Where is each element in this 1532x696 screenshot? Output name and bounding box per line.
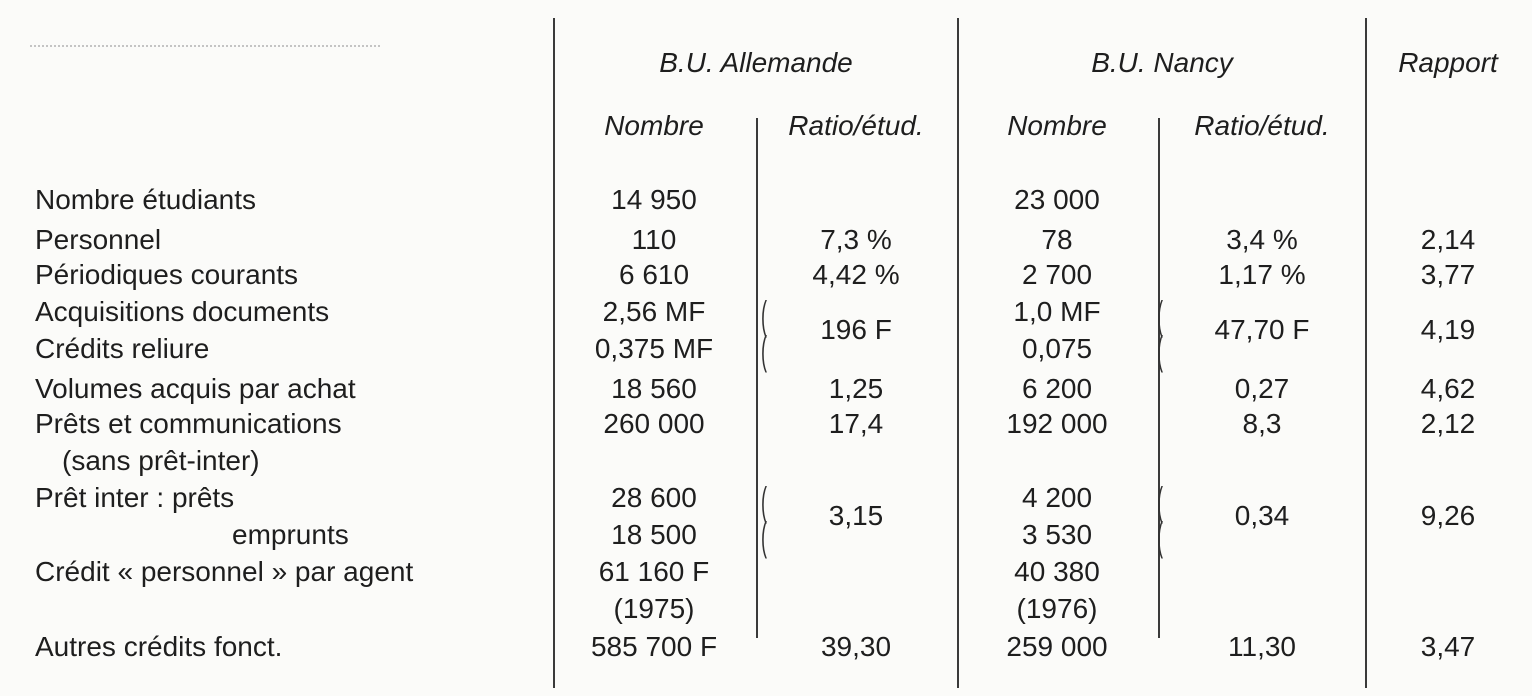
row-label: Prêts et communications bbox=[35, 408, 342, 439]
brace: ( bbox=[761, 294, 767, 338]
cell-rapport: 2,12 bbox=[1420, 408, 1476, 439]
brace: ( bbox=[761, 515, 767, 559]
cell-nombre-allemande: 585 700 F bbox=[590, 631, 718, 662]
cell-rapport: 3,77 bbox=[1420, 259, 1476, 290]
cell-ratio-nancy: 8,3 bbox=[1242, 408, 1282, 439]
cell-ratio-allemande: 4,42 % bbox=[812, 259, 900, 290]
cell-nombre-nancy: 192 000 bbox=[1006, 408, 1108, 439]
cell-nombre-nancy: 4 200 bbox=[1021, 482, 1093, 513]
cell-ratio-allemande: 196 F bbox=[820, 314, 892, 345]
row-label: Crédits reliure bbox=[35, 333, 210, 364]
group-header-nancy: B.U. Nancy bbox=[1091, 47, 1233, 78]
cell-ratio-allemande: 1,25 bbox=[828, 373, 884, 404]
column-divider bbox=[756, 118, 758, 638]
cell-nombre-allemande: 110 bbox=[631, 224, 677, 255]
subheader-nombre-nancy: Nombre bbox=[1007, 110, 1107, 141]
cell-ratio-nancy: 1,17 % bbox=[1218, 259, 1306, 290]
cell-rapport: 4,19 bbox=[1420, 314, 1476, 345]
column-divider bbox=[553, 18, 555, 688]
brace: ( bbox=[1157, 515, 1163, 559]
brace: ( bbox=[1157, 294, 1163, 338]
row-label: Volumes acquis par achat bbox=[35, 373, 356, 404]
column-divider bbox=[957, 18, 959, 688]
group-header-allemande: B.U. Allemande bbox=[659, 47, 853, 78]
cell-nombre-allemande: 61 160 F bbox=[598, 556, 710, 587]
cell-nombre-allemande: 0,375 MF bbox=[594, 333, 714, 364]
cell-nombre-nancy: 3 530 bbox=[1021, 519, 1093, 550]
cell-nombre-nancy: 6 200 bbox=[1021, 373, 1093, 404]
cell-nombre-nancy: 23 000 bbox=[1014, 184, 1100, 215]
row-label: emprunts bbox=[232, 519, 349, 550]
cell-nombre-nancy: 2 700 bbox=[1021, 259, 1093, 290]
subheader-nombre-allemande: Nombre bbox=[604, 110, 704, 141]
brace: ( bbox=[761, 329, 767, 373]
row-label: Acquisitions documents bbox=[35, 296, 330, 327]
cell-nombre-allemande: 6 610 bbox=[618, 259, 690, 290]
cell-nombre-allemande: 260 000 bbox=[603, 408, 705, 439]
cell-nombre-allemande: 2,56 MF bbox=[602, 296, 706, 327]
column-divider bbox=[1365, 18, 1367, 688]
subheader-ratio-nancy: Ratio/étud. bbox=[1194, 110, 1330, 141]
cell-ratio-allemande: 7,3 % bbox=[820, 224, 892, 255]
row-label: Autres crédits fonct. bbox=[35, 631, 283, 662]
cell-nombre-allemande: 28 600 bbox=[611, 482, 697, 513]
subheader-ratio-allemande: Ratio/étud. bbox=[788, 110, 924, 141]
cell-nombre-allemande: 14 950 bbox=[611, 184, 697, 215]
group-header-rapport: Rapport bbox=[1398, 47, 1498, 78]
cell-ratio-allemande: 39,30 bbox=[820, 631, 892, 662]
cell-nombre-nancy: 1,0 MF bbox=[1013, 296, 1101, 327]
faded-dots bbox=[30, 45, 380, 49]
cell-rapport: 2,14 bbox=[1420, 224, 1476, 255]
row-label: Crédit « personnel » par agent bbox=[35, 556, 414, 587]
brace: ( bbox=[1157, 480, 1163, 524]
cell-ratio-nancy: 0,34 bbox=[1234, 500, 1290, 531]
row-label: (sans prêt-inter) bbox=[62, 445, 260, 476]
cell-nombre-nancy: 78 bbox=[1041, 224, 1073, 255]
column-divider bbox=[1158, 118, 1160, 638]
row-label: Personnel bbox=[35, 224, 162, 255]
row-label: Prêt inter : prêts bbox=[35, 482, 235, 513]
cell-nombre-nancy: 0,075 bbox=[1021, 333, 1093, 364]
cell-nombre-nancy: (1976) bbox=[1016, 593, 1098, 624]
cell-nombre-allemande: 18 560 bbox=[611, 373, 697, 404]
cell-ratio-nancy: 3,4 % bbox=[1226, 224, 1298, 255]
cell-nombre-allemande: 18 500 bbox=[611, 519, 697, 550]
cell-nombre-nancy: 259 000 bbox=[1006, 631, 1108, 662]
row-label: Nombre étudiants bbox=[35, 184, 257, 215]
cell-rapport: 3,47 bbox=[1420, 631, 1476, 662]
row-label: Périodiques courants bbox=[35, 259, 299, 290]
cell-ratio-nancy: 0,27 bbox=[1234, 373, 1290, 404]
cell-ratio-nancy: 47,70 F bbox=[1214, 314, 1310, 345]
cell-nombre-allemande: (1975) bbox=[613, 593, 695, 624]
cell-nombre-nancy: 40 380 bbox=[1014, 556, 1100, 587]
cell-ratio-nancy: 11,30 bbox=[1228, 631, 1296, 662]
cell-ratio-allemande: 3,15 bbox=[828, 500, 884, 531]
cell-rapport: 4,62 bbox=[1420, 373, 1476, 404]
brace: ( bbox=[1157, 329, 1163, 373]
cell-ratio-allemande: 17,4 bbox=[828, 408, 884, 439]
cell-rapport: 9,26 bbox=[1420, 500, 1476, 531]
brace: ( bbox=[761, 480, 767, 524]
